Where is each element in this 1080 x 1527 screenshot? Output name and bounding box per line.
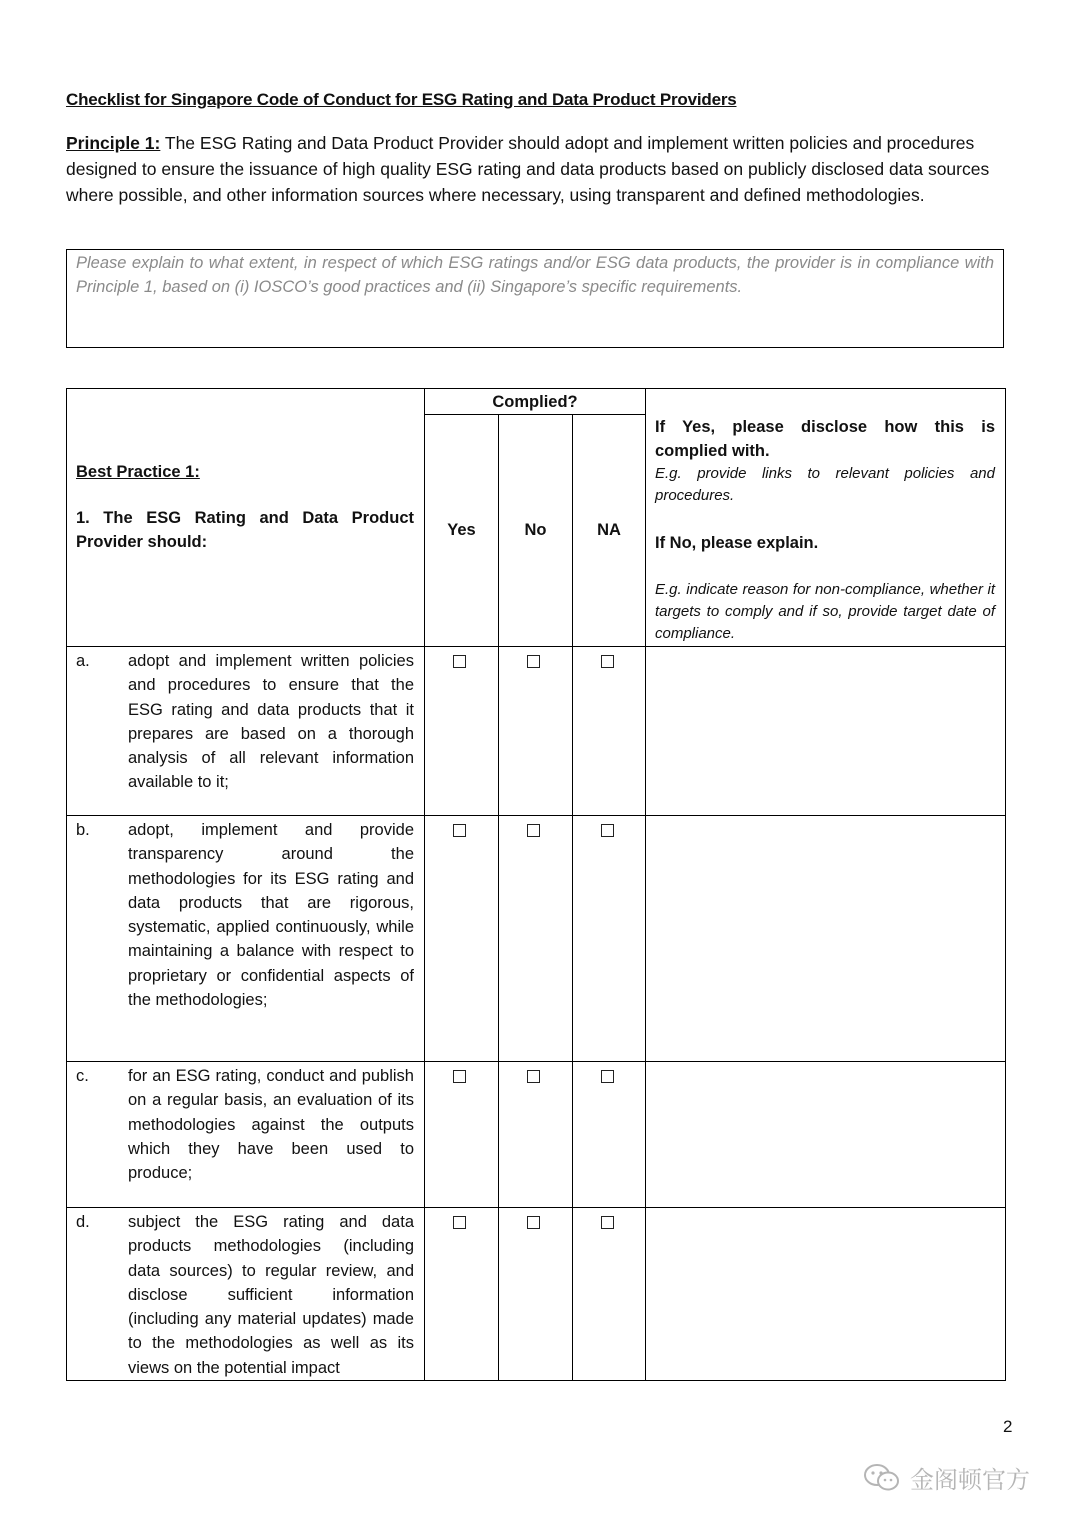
explanation-placeholder: Please explain to what extent, in respect of which ESG ratings and/or ESG data products, the provider is in compliance with Principle 1, based on (i) IOSCO’s good practices and (ii) Singapore’s specific requirements. xyxy=(76,254,994,296)
item-letter: d. xyxy=(76,1213,90,1231)
disclosure-input-cell[interactable] xyxy=(646,1208,1006,1381)
disclose-no-heading: If No, please explain. xyxy=(655,534,819,552)
item-letter: b. xyxy=(76,821,90,839)
disclosure-input-cell[interactable] xyxy=(646,1062,1006,1208)
table-row xyxy=(67,1208,1006,1381)
practice-item-cell xyxy=(67,1062,425,1208)
na-checkbox[interactable] xyxy=(601,1070,614,1083)
best-practice-lead: 1. The ESG Rating and Data Product Provider should: xyxy=(76,509,414,551)
item-text: for an ESG rating, conduct and publish on a regular basis, an evaluation of its methodologies against the outputs which they have been used to produce; xyxy=(128,1067,414,1183)
yes-checkbox[interactable] xyxy=(453,655,466,668)
disclosure-input-cell[interactable] xyxy=(646,816,1006,1062)
na-checkbox[interactable] xyxy=(601,1216,614,1229)
no-cell xyxy=(499,647,573,816)
yes-cell xyxy=(425,647,499,816)
watermark xyxy=(862,1460,1030,1495)
item-letter: a. xyxy=(76,652,90,670)
disclosure-header-cell xyxy=(646,389,1006,647)
item-text: subject the ESG rating and data products methodologies (including data sources) to regular review, and disclose sufficient information (including any material updates) made to the methodologies as well as its views on the potential impact xyxy=(128,1213,414,1377)
document-title: Checklist for Singapore Code of Conduct for ESG Rating and Data Product Providers xyxy=(66,90,737,109)
na-cell xyxy=(573,816,646,1062)
table-row xyxy=(67,1062,1006,1208)
page-number: 2 xyxy=(1003,1417,1013,1436)
item-letter: c. xyxy=(76,1067,89,1085)
yes-checkbox[interactable] xyxy=(453,1216,466,1229)
no-cell xyxy=(499,816,573,1062)
no-checkbox[interactable] xyxy=(527,824,540,837)
column-header-no: No xyxy=(499,415,573,647)
column-header-yes: Yes xyxy=(425,415,499,647)
na-checkbox[interactable] xyxy=(601,655,614,668)
disclose-no-note: E.g. indicate reason for non-compliance, whether it targets to comply and if so, provide target date of compliance. xyxy=(655,581,995,642)
practice-item-cell xyxy=(67,1208,425,1381)
disclose-yes-note: E.g. provide links to relevant policies and procedures. xyxy=(655,465,995,504)
yes-cell xyxy=(425,816,499,1062)
na-cell xyxy=(573,1208,646,1381)
no-cell xyxy=(499,1208,573,1381)
principle-paragraph xyxy=(66,130,1008,208)
no-checkbox[interactable] xyxy=(527,655,540,668)
best-practice-table xyxy=(66,388,1006,1381)
yes-cell xyxy=(425,1062,499,1208)
complied-header: Complied? xyxy=(425,389,646,415)
principle-text: The ESG Rating and Data Product Provider should adopt and implement written policies and procedures designed to ensure the issuance of high quality ESG rating and data products based on publicly disclosed data sources where possible, and other information sources where necessary, using transparent and defined methodologies. xyxy=(66,133,990,205)
no-cell xyxy=(499,1062,573,1208)
yes-checkbox[interactable] xyxy=(453,1070,466,1083)
yes-cell xyxy=(425,1208,499,1381)
principle-label: Principle 1: xyxy=(66,133,161,153)
item-text: adopt, implement and provide transparency around the methodologies for its ESG rating and data products that are rigorous, systematic, applied continuously, while maintaining a balance with respect to proprietary or confidential aspects of the methodologies; xyxy=(128,821,414,1010)
no-checkbox[interactable] xyxy=(527,1070,540,1083)
practice-item-cell xyxy=(67,816,425,1062)
disclosure-input-cell[interactable] xyxy=(646,647,1006,816)
na-checkbox[interactable] xyxy=(601,824,614,837)
column-header-na: NA xyxy=(573,415,646,647)
table-row xyxy=(67,647,1006,816)
table-row xyxy=(67,816,1006,1062)
practice-item-cell xyxy=(67,647,425,816)
na-cell xyxy=(573,647,646,816)
explanation-field[interactable] xyxy=(66,249,1004,348)
no-checkbox[interactable] xyxy=(527,1216,540,1229)
watermark-text: 金阁顿官方 xyxy=(910,1467,1030,1494)
wechat-icon xyxy=(862,1462,902,1494)
best-practice-header-cell xyxy=(67,389,425,647)
item-text: adopt and implement written policies and procedures to ensure that the ESG rating and data products that it prepares are based on a thorough analysis of all relevant information available to it; xyxy=(128,652,414,792)
best-practice-title: Best Practice 1: xyxy=(76,463,200,481)
na-cell xyxy=(573,1062,646,1208)
yes-checkbox[interactable] xyxy=(453,824,466,837)
disclose-yes-heading: If Yes, please disclose how this is complied with. xyxy=(655,418,995,460)
